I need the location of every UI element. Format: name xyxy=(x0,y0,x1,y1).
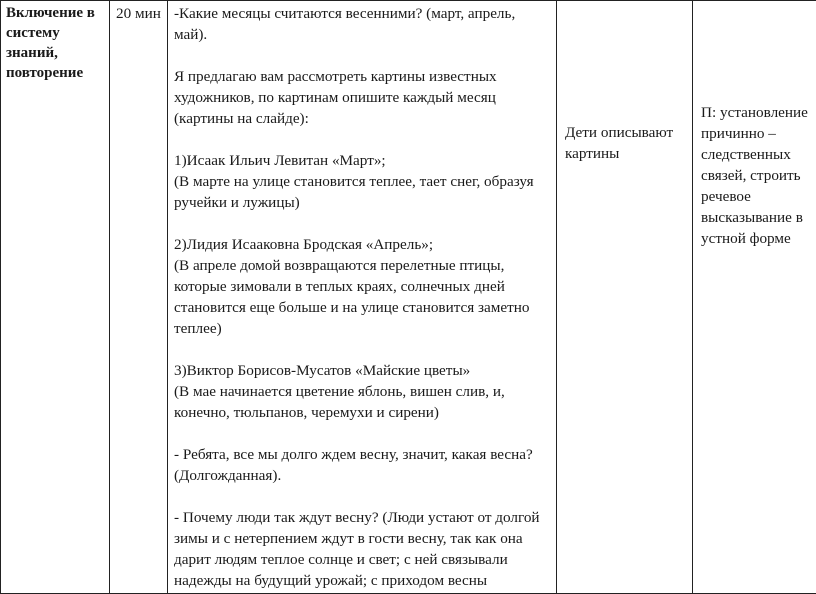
stage-cell xyxy=(1,1,110,594)
time-cell xyxy=(110,1,168,594)
stage-text: Включение в систему знаний, повторение xyxy=(6,5,95,81)
teacher-activity-cell xyxy=(168,1,557,594)
table-row xyxy=(1,1,816,594)
students-activity-cell xyxy=(557,1,693,594)
painting-march-desc: (В марте на улице становится теплее, тает снег, образуя ручейки и лужицы) xyxy=(174,171,552,213)
time-text: 20 мин xyxy=(116,5,161,22)
students-text: Дети описывают картины xyxy=(565,124,673,162)
painting-may-desc: (В мае начинается цветение яблонь, вишен слив, и, конечно, тюльпанов, черемухи и сирени) xyxy=(174,381,552,423)
question-why-wait: - Почему люди так ждут весну? (Люди устают от долгой зимы и с нетерпением ждут в гости весну, так как она дарит людям теплое солнце и свет; с ней связывали надежды на будущий урожай; с приходом весны xyxy=(174,507,552,591)
painting-april-title: 2)Лидия Исааковна Бродская «Апрель»; xyxy=(174,234,552,255)
question-awaited-spring: - Ребята, все мы долго ждем весну, значит, какая весна? (Долгожданная). xyxy=(174,444,552,486)
painting-april-desc: (В апреле домой возвращаются перелетные птицы, которые зимовали в теплых краях, солнечных дней становится еще больше и на улице становится заметно теплее) xyxy=(174,255,552,339)
uud-cell xyxy=(693,1,816,594)
painting-march-title: 1)Исаак Ильич Левитан «Март»; xyxy=(174,150,552,171)
uud-text: П: установление причинно – следственных связей, строить речевое высказывание в устной форме xyxy=(701,104,808,247)
question-months: -Какие месяцы считаются весенними? (март, апрель, май). xyxy=(174,3,552,45)
painting-may-title: 3)Виктор Борисов-Мусатов «Майские цветы» xyxy=(174,360,552,381)
intro-paintings: Я предлагаю вам рассмотреть картины известных художников, по картинам опишите каждый месяц (картины на слайде): xyxy=(174,66,552,129)
